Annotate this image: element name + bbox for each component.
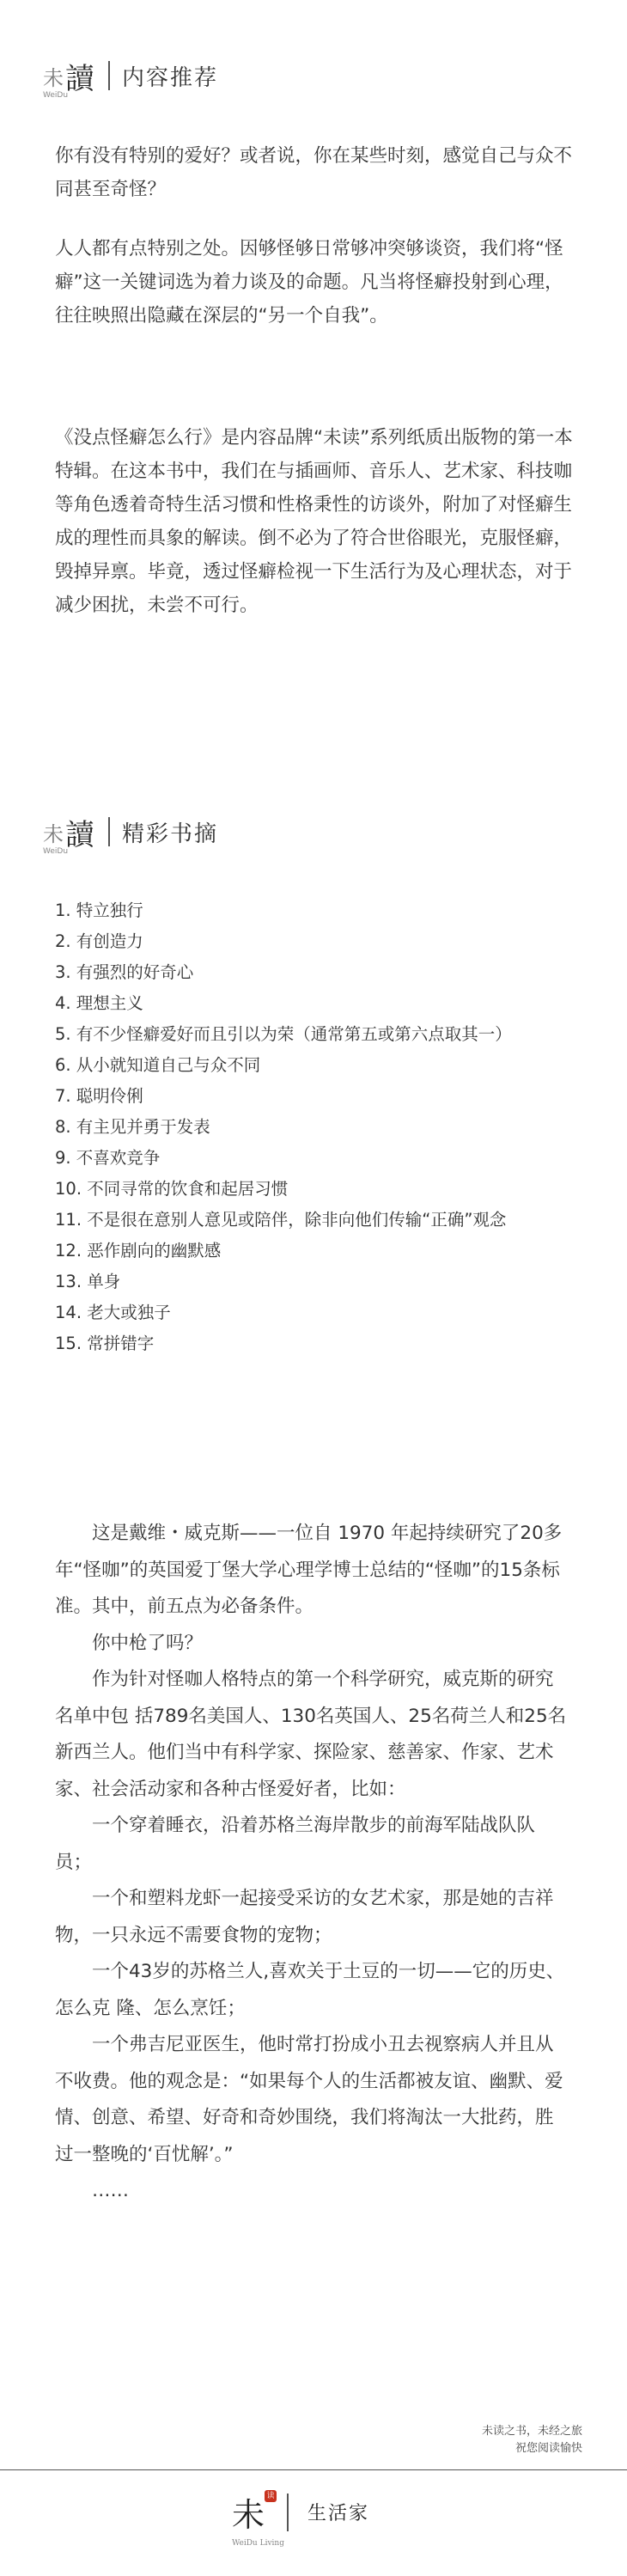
footer-divider-line xyxy=(0,2469,627,2470)
list-item: 4. 理想主义 xyxy=(55,993,143,1013)
list-item: 7. 聪明伶俐 xyxy=(55,1086,143,1106)
section-header-recommend xyxy=(43,58,219,100)
list-item: 6. 从小就知道自己与众不同 xyxy=(55,1055,261,1075)
footer-logo-char: 未 xyxy=(232,2496,265,2534)
body-paragraph-ellipsis: …… xyxy=(92,2180,129,2201)
logo-subtext: WeiDu xyxy=(43,91,69,100)
brand-logo xyxy=(43,815,101,856)
list-item: 2. 有创造力 xyxy=(55,931,143,951)
footer-logo-subtext: WeiDu Living xyxy=(232,2539,284,2548)
header-divider xyxy=(108,61,110,90)
body-paragraph: 这是戴维・威克斯——一位自 1970 年起持续研究了20多年“怪咖”的英国爱丁堡大学心理学博士总结的“怪咖”的15条标准。其中，前五点为必备条件。 xyxy=(55,1523,563,1617)
section-title: 精彩书摘 xyxy=(122,821,219,847)
motto-line: 未读之书，未经之旅 xyxy=(481,2425,582,2438)
list-item: 1. 特立独行 xyxy=(55,900,143,920)
excerpt-body xyxy=(55,1516,570,2210)
intro-question-text: 你有没有特别的爱好？或者说，你在某些时刻，感觉自己与众不同甚至奇怪？ xyxy=(55,145,573,200)
list-item: 10. 不同寻常的饮食和起居习惯 xyxy=(55,1179,289,1199)
section-header-excerpt xyxy=(43,815,219,856)
intro-paragraph-2 xyxy=(55,421,579,622)
list-item: 12. 恶作剧向的幽默感 xyxy=(55,1241,222,1261)
footer-brand xyxy=(232,2488,370,2548)
list-item: 15. 常拼错字 xyxy=(55,1334,155,1353)
intro-paragraph-text: 人人都有点特别之处。因够怪够日常够冲突够谈资，我们将“怪癖”这一关键词选为着力谈及的命题。凡当将怪癖投射到心理，往往映照出隐藏在深层的“另一个自我”。 xyxy=(55,238,563,327)
body-paragraph: 一个和塑料龙虾一起接受采访的女艺术家，那是她的吉祥物，一只永远不需要食物的宠物； xyxy=(55,1888,554,1946)
logo-char-wei: 未 xyxy=(43,65,64,90)
list-item: 8. 有主见并勇于发表 xyxy=(55,1117,210,1137)
body-paragraph: 一个弗吉尼亚医生，他时常打扮成小丑去视察病人并且从不收费。他的观念是：“如果每个人的生活都被友谊、幽默、爱情、创意、希望、好奇和奇妙围绕，我们将淘汰一大批药，胜过一整晚的‘百忧解’。” xyxy=(55,2034,563,2165)
motto-line: 祝您阅读愉快 xyxy=(514,2442,582,2455)
header-divider xyxy=(108,817,110,846)
intro-question xyxy=(55,139,579,206)
intro-paragraph-text: 《没点怪癖怎么行》是内容品牌“未读”系列纸质出版物的第一本特辑。在这本书中，我们在与插画师、音乐人、艺术家、科技咖等角色透着奇特生活习惯和性格秉性的访谈外，附加了对怪癖生成的理性而具象的解读。倒不必为了符合世俗眼光，克服怪癖，毁掉异禀。毕竟，透过怪癖检视一下生活行为及心理状态，对于减少困扰，未尝不可行。 xyxy=(55,427,573,616)
footer-logo-seal: 读 xyxy=(265,2490,277,2502)
body-paragraph: 一个穿着睡衣，沿着苏格兰海岸散步的前海军陆战队队员； xyxy=(55,1815,536,1873)
footer-brand-name: 生活家 xyxy=(307,2503,370,2524)
footer-divider xyxy=(287,2494,289,2531)
logo-char-du: 讀 xyxy=(65,817,94,852)
list-item: 14. 老大或独子 xyxy=(55,1303,171,1322)
section-title: 内容推荐 xyxy=(122,64,219,91)
excerpt-list xyxy=(55,895,587,1359)
list-item: 9. 不喜欢竞争 xyxy=(55,1148,161,1168)
brand-logo xyxy=(43,58,101,100)
logo-char-du: 讀 xyxy=(65,61,94,96)
body-paragraph: 一个43岁的苏格兰人,喜欢关于土豆的一切——它的历史、怎么克 隆、怎么烹饪； xyxy=(55,1961,565,2019)
body-paragraph: 你中枪了吗？ xyxy=(92,1632,204,1654)
list-item: 13. 单身 xyxy=(55,1272,121,1291)
logo-subtext: WeiDu xyxy=(43,847,69,856)
intro-paragraph-1 xyxy=(55,232,579,333)
footer-logo-mark xyxy=(232,2488,284,2548)
body-paragraph: 作为针对怪咖人格特点的第一个科学研究，威克斯的研究名单中包 括789名美国人、130名英国人、25名荷兰人和25名新西兰人。他们当中有科学家、探险家、慈善家、作家、艺术家、社会活动家和各种古怪爱好者，比如： xyxy=(55,1669,567,1800)
list-item: 5. 有不少怪癖爱好而且引以为荣（通常第五或第六点取其一） xyxy=(55,1024,512,1044)
logo-char-wei: 未 xyxy=(43,821,64,846)
list-item: 3. 有强烈的好奇心 xyxy=(55,962,194,982)
list-item: 11. 不是很在意别人意见或陪伴，除非向他们传输“正确”观念 xyxy=(55,1210,507,1230)
footer-motto xyxy=(482,2423,582,2457)
